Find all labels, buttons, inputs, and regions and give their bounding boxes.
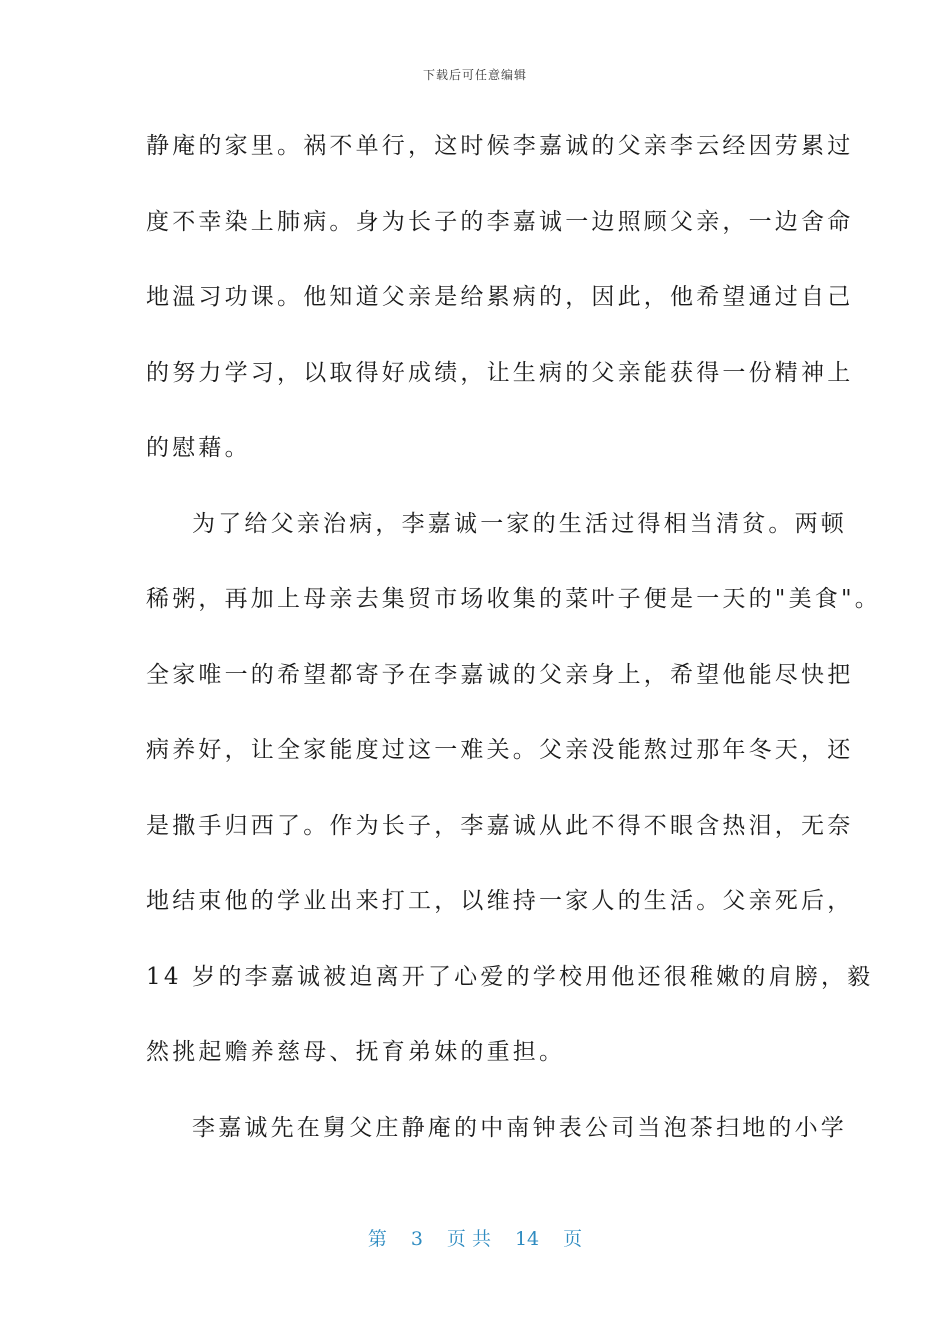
body-line: 稀粥，再加上母亲去集贸市场收集的菜叶子便是一天的"美食"。 (146, 586, 881, 612)
paragraph-start-line: 为了给父亲治病，李嘉诚一家的生活过得相当清贫。两顿 (192, 510, 847, 537)
body-line: 是撒手归西了。作为长子，李嘉诚从此不得不眼含热泪，无奈 (146, 812, 854, 839)
body-line: 地结束他的学业出来打工，以维持一家人的生活。父亲死后， (146, 888, 854, 914)
body-line: 地温习功课。他知道父亲是给累病的，因此，他希望通过自己 (146, 284, 854, 310)
body-line: 然挑起赡养慈母、抚育弟妹的重担。 (146, 1039, 566, 1065)
document-body (146, 128, 881, 1185)
body-line: 的努力学习，以取得好成绩，让生病的父亲能获得一份精神上 (146, 359, 854, 386)
footer-middle: 页 共 (446, 1228, 491, 1250)
footer-suffix: 页 (563, 1228, 583, 1250)
body-line: 病养好，让全家能度过这一难关。父亲没能熬过那年冬天，还 (146, 737, 854, 763)
body-line: 全家唯一的希望都寄予在李嘉诚的父亲身上，希望他能尽快把 (146, 661, 854, 688)
page-header: 下载后可任意编辑 (422, 68, 527, 82)
body-line: 的慰藉。 (146, 435, 251, 461)
footer-prefix: 第 (367, 1228, 387, 1250)
page-footer (0, 1224, 950, 1251)
body-line: 度不幸染上肺病。身为长子的李嘉诚一边照顾父亲，一边舍命 (146, 208, 854, 235)
footer-page-number: 3 (410, 1228, 423, 1250)
body-line: 静庵的家里。祸不单行，这时候李嘉诚的父亲李云经因劳累过 (146, 133, 854, 159)
paragraph-start-line: 李嘉诚先在舅父庄静庵的中南钟表公司当泡茶扫地的小学 (192, 1114, 847, 1141)
body-line: 14 岁的李嘉诚被迫离开了心爱的学校用他还很稚嫩的肩膀，毅 (146, 963, 874, 990)
footer-total-pages: 14 (514, 1228, 540, 1250)
